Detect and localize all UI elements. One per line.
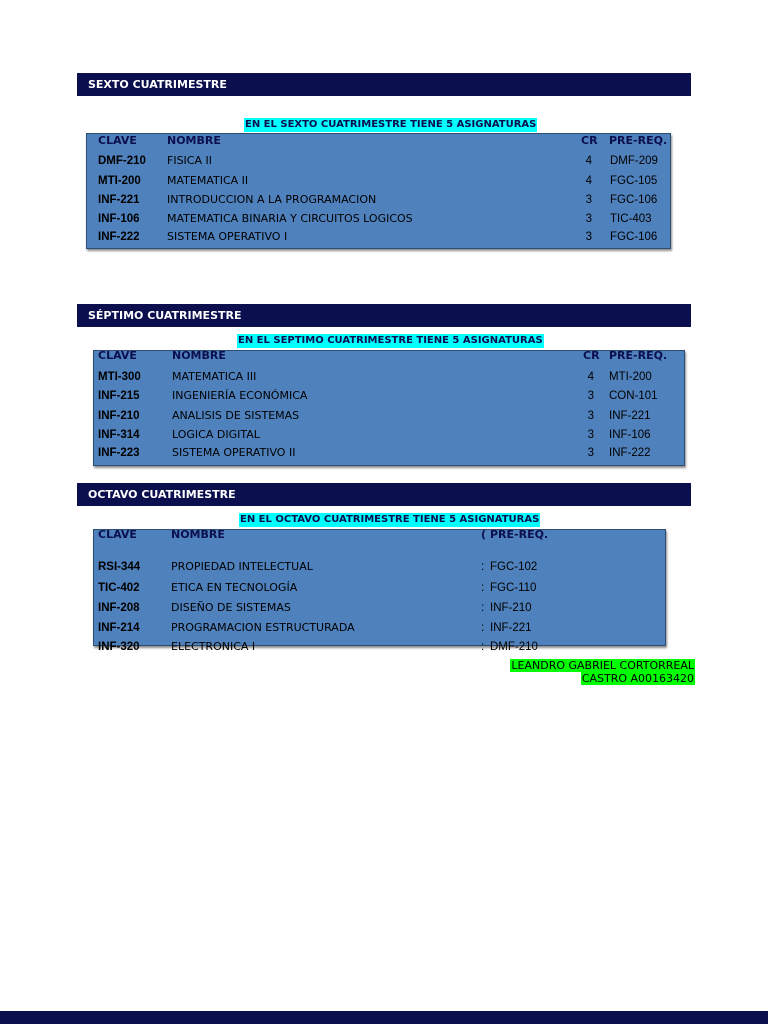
section-title-septimo: SÉPTIMO CUATRIMESTRE bbox=[77, 304, 691, 327]
course-credits: 3 bbox=[587, 447, 594, 459]
course-code: INF-214 bbox=[98, 622, 140, 634]
course-name: MATEMATICA II bbox=[167, 174, 249, 187]
section-title-octavo: OCTAVO CUATRIMESTRE bbox=[77, 483, 691, 506]
course-name: LOGICA DIGITAL bbox=[172, 428, 260, 441]
course-credits: 3 bbox=[585, 231, 592, 243]
course-credits: : bbox=[481, 582, 485, 594]
course-name: FISICA II bbox=[167, 154, 212, 167]
course-credits: 4 bbox=[587, 371, 594, 383]
section-banner-octavo: EN EL OCTAVO CUATRIMESTRE TIENE 5 ASIGNATURAS bbox=[240, 514, 540, 525]
course-code: INF-221 bbox=[98, 194, 140, 206]
course-name: PROPIEDAD INTELECTUAL bbox=[171, 560, 313, 573]
course-credits: 3 bbox=[585, 213, 592, 225]
author-line-1: LEANDRO GABRIEL CORTORREAL bbox=[511, 659, 694, 672]
course-credits: : bbox=[481, 622, 485, 634]
col-header-prereq: PRE-REQ. bbox=[490, 528, 549, 541]
course-code: INF-314 bbox=[98, 429, 140, 441]
col-header-prereq: PRE-REQ. bbox=[609, 349, 668, 362]
col-header-nombre: NOMBRE bbox=[172, 349, 226, 362]
course-name: INTRODUCCION A LA PROGRAMACION bbox=[167, 193, 377, 206]
course-name: ELECTRONICA I bbox=[171, 640, 256, 653]
course-prereq: DMF-210 bbox=[490, 641, 538, 653]
course-prereq: INF-210 bbox=[490, 602, 532, 614]
course-code: INF-208 bbox=[98, 602, 140, 614]
col-header-cr: ( bbox=[481, 528, 486, 541]
course-credits: 3 bbox=[585, 194, 592, 206]
col-header-prereq: PRE-REQ. bbox=[609, 134, 668, 147]
course-prereq: MTI-200 bbox=[609, 371, 652, 383]
course-prereq: DMF-209 bbox=[610, 155, 658, 167]
col-header-clave: CLAVE bbox=[98, 528, 137, 541]
course-code: MTI-200 bbox=[98, 175, 141, 187]
course-prereq: INF-221 bbox=[609, 410, 651, 422]
author-name bbox=[510, 659, 695, 685]
course-code: MTI-300 bbox=[98, 371, 141, 383]
course-name: MATEMATICA III bbox=[172, 370, 257, 383]
course-prereq: FGC-106 bbox=[610, 194, 658, 206]
author-line-2: CASTRO A00163420 bbox=[581, 672, 694, 685]
footer-bar bbox=[0, 1011, 768, 1024]
course-credits: : bbox=[481, 561, 485, 573]
col-header-clave: CLAVE bbox=[98, 134, 137, 147]
course-prereq: INF-222 bbox=[609, 447, 651, 459]
course-code: INF-223 bbox=[98, 447, 140, 459]
col-header-cr: CR bbox=[583, 349, 600, 362]
course-prereq: CON-101 bbox=[609, 390, 658, 402]
course-code: INF-215 bbox=[98, 390, 140, 402]
course-name: MATEMATICA BINARIA Y CIRCUITOS LOGICOS bbox=[167, 212, 413, 225]
course-code: INF-222 bbox=[98, 231, 140, 243]
course-code: RSI-344 bbox=[98, 561, 141, 573]
col-header-clave: CLAVE bbox=[98, 349, 137, 362]
course-name: INGENIERÍA ECONÓMICA bbox=[172, 389, 308, 402]
course-code: INF-106 bbox=[98, 213, 140, 225]
course-name: ANALISIS DE SISTEMAS bbox=[172, 409, 300, 422]
col-header-nombre: NOMBRE bbox=[167, 134, 221, 147]
course-name: SISTEMA OPERATIVO II bbox=[172, 446, 296, 459]
course-credits: 3 bbox=[587, 390, 594, 402]
course-code: TIC-402 bbox=[98, 582, 140, 594]
course-credits: : bbox=[481, 602, 485, 614]
col-header-cr: CR bbox=[581, 134, 598, 147]
course-code: DMF-210 bbox=[98, 155, 146, 167]
course-code: INF-210 bbox=[98, 410, 140, 422]
course-prereq: FGC-110 bbox=[490, 582, 537, 594]
course-name: PROGRAMACION ESTRUCTURADA bbox=[171, 621, 355, 634]
course-credits: 4 bbox=[585, 155, 592, 167]
course-name: DISEÑO DE SISTEMAS bbox=[171, 601, 291, 614]
course-prereq: INF-106 bbox=[609, 429, 651, 441]
section-title-sexto: SEXTO CUATRIMESTRE bbox=[77, 73, 691, 96]
course-prereq: FGC-102 bbox=[490, 561, 538, 573]
course-credits: 4 bbox=[585, 175, 592, 187]
section-banner-sexto: EN EL SEXTO CUATRIMESTRE TIENE 5 ASIGNATURAS bbox=[245, 119, 537, 130]
course-prereq: FGC-106 bbox=[610, 231, 658, 243]
course-prereq: FGC-105 bbox=[610, 175, 658, 187]
course-credits: 3 bbox=[587, 410, 594, 422]
course-prereq: TIC-403 bbox=[610, 213, 652, 225]
course-name: ETICA EN TECNOLOGÍA bbox=[171, 581, 298, 594]
course-code: INF-320 bbox=[98, 641, 140, 653]
course-credits: 3 bbox=[587, 429, 594, 441]
course-prereq: INF-221 bbox=[490, 622, 532, 634]
section-banner-septimo: EN EL SEPTIMO CUATRIMESTRE TIENE 5 ASIGNATURAS bbox=[238, 335, 543, 346]
course-name: SISTEMA OPERATIVO I bbox=[167, 230, 288, 243]
course-credits: : bbox=[481, 641, 485, 653]
col-header-nombre: NOMBRE bbox=[171, 528, 225, 541]
